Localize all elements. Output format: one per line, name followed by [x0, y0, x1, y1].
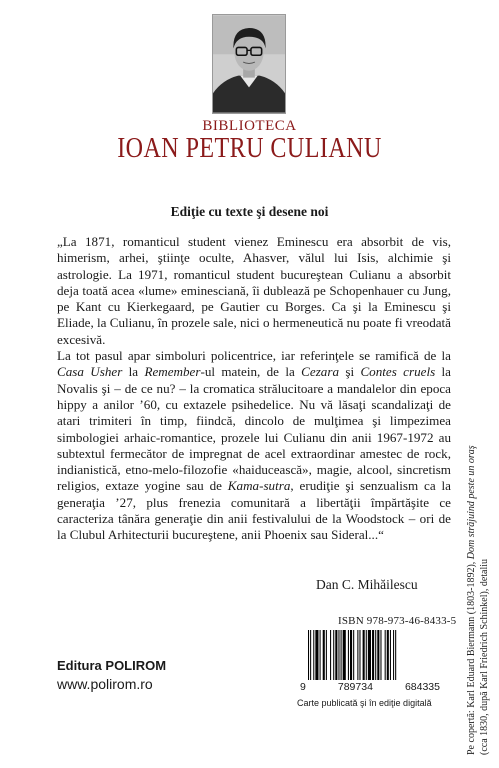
barcode-bar — [366, 630, 367, 680]
barcode-bar — [368, 630, 371, 680]
barcode-bar — [338, 630, 339, 680]
barcode-bar — [363, 630, 365, 680]
barcode-bar — [323, 630, 325, 680]
blurb-paragraph-1: „La 1871, romanticul student vienez Eminescu era absorbit de vis, himerism, arhei, ştiinţe oculte, Ahasver, vălul lui Isis, alchimie şi astrologie. La 1971, romanticul student bucureştean Culianu a absorbit deja toată acea «lume» eminesciană, îi dublează pe Schopenhauer cu Jung, pe Kant cu Kierkegaard, pe Gautier cu Borges. Ca şi la Eminescu şi Eliade, la Culianu, în prozele sale, nici o hermeneutică nu poate fi vreodată excesivă. — [57, 234, 451, 347]
series-label: BIBLIOTECA — [202, 118, 297, 134]
publisher-name: Editura POLIROM — [57, 658, 167, 673]
author-portrait — [212, 14, 286, 114]
barcode-bar — [395, 630, 396, 680]
barcode-bar — [330, 630, 331, 680]
barcode-bar — [393, 630, 394, 680]
barcode-digit-group-2: 684335 — [404, 681, 440, 693]
barcode-bar — [372, 630, 374, 680]
barcode-bar — [326, 630, 327, 680]
blurb-paragraph-2: La tot pasul apar simboluri policentrice, iar referinţele se ramifică de la Casa Usher la Remember-ul matein, de la Cezara şi Contes cruels la Novalis şi – de ce nu? – la cromatica strălucitoare a mandalelor din epoca hippy a anilor ’60, cu extazele psihedelice. Nu vă lăsaţi scandalizaţi de atari trimiteri în timp, fiindcă, dincolo de mulţimea şi limpezimea simbologiei arhaic-romantice, prozele lui Culianu din anii 1967-1972 au subtextul fermecător de impregnat de acel extraordinar amestec de rock, indianistică, etno-melo-filozofie «haiducească», magie, alcool, sincretism religios, extaze yogine sau de Kama-sutra, erudiţie şi senzualism ca la generaţia ’27, plus frenezia comunitară a libertăţii împărtăşite ce caracteriza tânăra generaţie din anii festivalului de la Woodstock – ori de la Clubul Arhitecturii bucureştene, anii Phoenix sau Sideral...“ — [57, 348, 451, 543]
publisher-website[interactable]: www.polirom.ro — [57, 676, 153, 692]
barcode-bar — [320, 630, 321, 680]
barcode-bar — [380, 630, 381, 680]
portrait-image — [213, 15, 285, 113]
barcode-bar — [313, 630, 314, 680]
barcode-bar — [310, 630, 311, 680]
barcode-bar — [333, 630, 334, 680]
barcode-bar — [390, 630, 391, 680]
barcode-bar — [350, 630, 352, 680]
series-title: IOAN PETRU CULIANU — [117, 133, 382, 164]
barcode — [306, 630, 432, 684]
barcode-bar — [377, 630, 379, 680]
blurb-author: Dan C. Mihăilescu — [316, 577, 418, 592]
barcode-bar — [315, 630, 318, 680]
barcode-bar — [308, 630, 309, 680]
barcode-bar — [359, 630, 360, 680]
edition-note: Ediţie cu texte şi desene noi — [170, 204, 329, 219]
barcode-bar — [335, 630, 337, 680]
barcode-bar — [357, 630, 358, 680]
barcode-bar — [353, 630, 354, 680]
cover-credit-line-1: Pe copertă: Karl Eduard Biermann (1803-1892), Dom străjuind peste un oraş — [466, 445, 477, 755]
back-cover-blurb — [57, 234, 451, 544]
barcode-digit-group-1: 789734 — [337, 681, 373, 693]
cover-credit — [466, 355, 491, 755]
barcode-bar — [341, 630, 342, 680]
digital-edition-note: Carte publicată şi în ediţie digitală — [297, 698, 432, 708]
barcode-bar — [385, 630, 386, 680]
isbn: ISBN 978-973-46-8433-5 — [338, 615, 457, 627]
barcode-bar — [375, 630, 376, 680]
cover-credit-line-2: (cca 1830, după Karl Friedrich Schinkel), detaliu — [478, 558, 490, 755]
barcode-digits — [300, 681, 440, 693]
barcode-digit-prefix: 9 — [300, 681, 306, 693]
barcode-bar — [387, 630, 389, 680]
barcode-bar — [348, 630, 349, 680]
barcode-bar — [343, 630, 346, 680]
